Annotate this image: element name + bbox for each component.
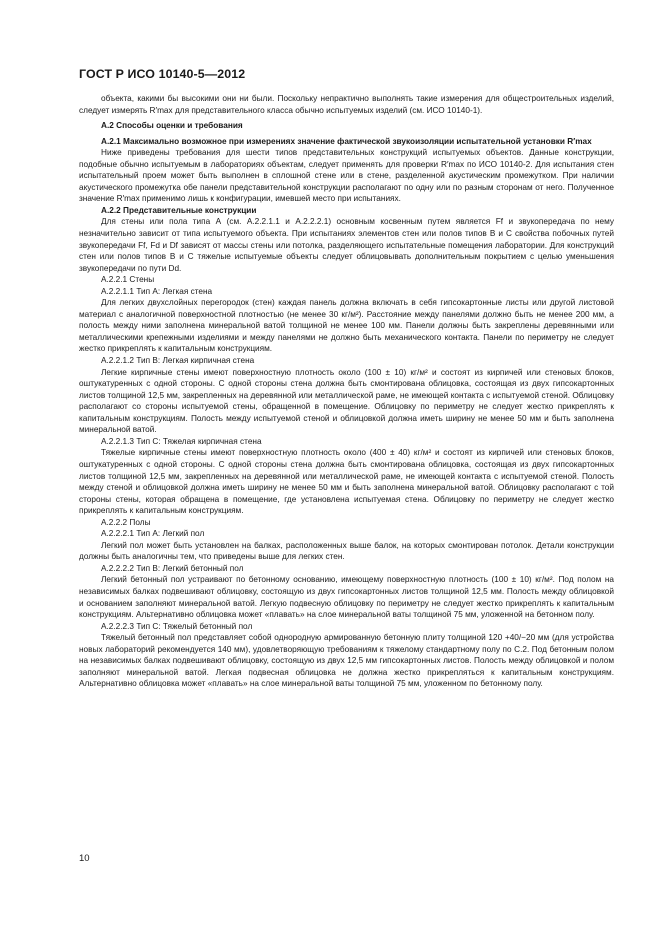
- subsection-heading-type-b-floor: А.2.2.2.2 Тип В: Легкий бетонный пол: [101, 563, 244, 573]
- paragraph-light-wall: Для легких двухслойных перегородок (стен) каждая панель должна включать в себя гипсокартонные листы или другой листовой материал с аналогичной поверхностной плотностью (не менее 30 кг/м²). Расстояние между панелями должно быть не менее 200 мм, а полость между ними заполнена минеральной ватой толщиной не менее 100 мм. Панели должны быть закреплены деревянными или металлическими крепежными изделиями и между панелями не должно быть механического контакта. Панели по периметру не следует жестко прикреплять к капитальным конструкциям.: [79, 298, 614, 354]
- paragraph-light-brick-wall: Легкие кирпичные стены имеют поверхностную плотность около (100 ± 10) кг/м² и состоят из кирпичей или стеновых блоков, оштукатуренных с одной стороны. С одной стороны стена должна быть смонтирована облицовка, состоящая из двух гипсокартонных листов толщиной 12,5 мм, закрепленных на деревянной или металлической раме, не имеющей контакта с испытуемой стеной. Облицовку располагают со стороны испытуемой стены, обращенной в помещение. Облицовку по периметру не следует жестко прикреплять к капитальным конструкциям. Полость между испытуемой стеной и облицовкой должна иметь ширину не менее 50 мм и быть заполнена минеральной ватой.: [79, 367, 614, 435]
- paragraph-flanking-paths: Для стены или пола типа А (см. А.2.2.1.1 и А.2.2.2.1) основным косвенным путем является Ff и звукопередача по нему незначительно зависит от типа испытуемого объекта. При испытаниях элементов стен или полов типов В и С свойства побочных путей звукопередачи Ff, Fd и Df зависят от массы стены или потолка, разделяющего испытательные помещения лаборатории. Для конструкций стен или полов типов В и С тяжелые испытуемые объекты следует облицовывать дополнительным покрытием с целью уменьшения звукопередачи по пути Dd.: [79, 217, 614, 273]
- subsection-heading-type-b-wall: А.2.2.1.2 Тип В: Легкая кирпичная стена: [101, 356, 255, 366]
- paragraph-intro: объекта, какими бы высокими они ни были. Поскольку непрактично выполнять такие измерения для общестроительных изделий, следует измерять R′max для представительного класса обычно испытуемых изделий (см. ИСО 10140-1).: [79, 94, 614, 115]
- subsection-heading-type-a-floor: А.2.2.2.1 Тип А: Легкий пол: [101, 529, 205, 539]
- subsection-heading-floors: А.2.2.2 Полы: [101, 517, 151, 527]
- section-heading-a22: А.2.2 Представительные конструкции: [101, 205, 257, 215]
- document-header-title: ГОСТ Р ИСО 10140-5—2012: [79, 67, 246, 81]
- paragraph-light-concrete-floor: Легкий бетонный пол устраивают по бетонному основанию, имеющему поверхностную плотность (100 ± 10) кг/м². Под полом на независимых балках подвешивают облицовку, состоящую из двух гипсокартонных листов толщиной 12,5 мм. Полость между облицовкой и основанием заполняют минеральной ватой. Легкую подвесную облицовку по периметру не следует жестко прикреплять к капитальным конструкциям. Альтернативно облицовка может «плавать» на слое минеральной ваты толщиной 75 мм, уложенной на бетонном полу.: [79, 575, 614, 620]
- paragraph-heavy-concrete-floor: Тяжелый бетонный пол представляет собой однородную армированную бетонную плиту толщиной 120 +40/−20 мм (для устройства новых лабораторий рекомендуется 140 мм), удовлетворяющую требованиям к тяжелому стандартному полу по С.2. Под бетонным полом на независимых балках подвешивают облицовку, состоящую из двух 12,5 мм гипсокартонных листов. Полость между облицовкой и полом заполняют минеральной ватой. Легкая подвесная облицовка не должна жестко прикрепляться к капитальным конструкциям. Альтернативно облицовка может «плавать» на слое минеральной ваты толщиной 75 мм, уложенном по бетонному полу.: [79, 633, 614, 689]
- paragraph-light-floor: Легкий пол может быть установлен на балках, расположенных выше балок, на которых смонтирован потолок. Детали конструкции должны быть аналогичны тем, что приведены выше для легких стен.: [79, 540, 614, 562]
- subsection-heading-type-c-floor: А.2.2.2.3 Тип С: Тяжелый бетонный пол: [101, 621, 253, 631]
- subsection-heading-type-a-wall: А.2.2.1.1 Тип А: Легкая стена: [101, 286, 213, 296]
- paragraph-heavy-brick-wall: Тяжелые кирпичные стены имеют поверхностную плотность около (400 ± 40) кг/м² и состоят из кирпичей или стеновых блоков, оштукатуренных с одной стороны. С одной стороны стена должна быть смонтирована облицовка, состоящая из двух гипсокартонных листов толщиной 12,5 мм, закрепленных на деревянной или металлической раме, не имеющей контакта с испытуемой стеной. Полость между стеной и облицовкой должна иметь ширину не менее 50 мм и быть заполнена минеральной ватой. Облицовку располагают с той стороны стены, которая обращена в помещение, где установлена испытуемая стена. Облицовку по периметру не следует жестко прикреплять к капитальным конструкциям.: [79, 448, 614, 516]
- paragraph-requirements: Ниже приведены требования для шести типов представительных конструкций испытуемых объектов. Данные конструкции, подобные обычно испытуемым в лабораториях объектам, следует применять для проверки R′max по ИСО 10140-2. Для испытания стен испытательный проем может быть выполнен в сплошной стене или в стене, разделенной акустическим промежутком. При наличии акустического промежутка обе панели представительной конструкции располагают по одну или по разным сторонам от него. Полученное значение R′max применимо лишь к конфигурации, имевшей место при испытаниях.: [79, 148, 614, 204]
- section-heading-a2: А.2 Способы оценки и требования: [101, 121, 243, 131]
- section-heading-a21: А.2.1 Максимально возможное при измерениях значение фактической звукоизоляции испытательной установки R′max: [101, 136, 592, 146]
- subsection-heading-type-c-wall: А.2.2.1.3 Тип С: Тяжелая кирпичная стена: [101, 436, 262, 446]
- document-body: [79, 93, 614, 690]
- page-number: 10: [79, 853, 90, 864]
- subsection-heading-walls: А.2.2.1 Стены: [101, 275, 155, 285]
